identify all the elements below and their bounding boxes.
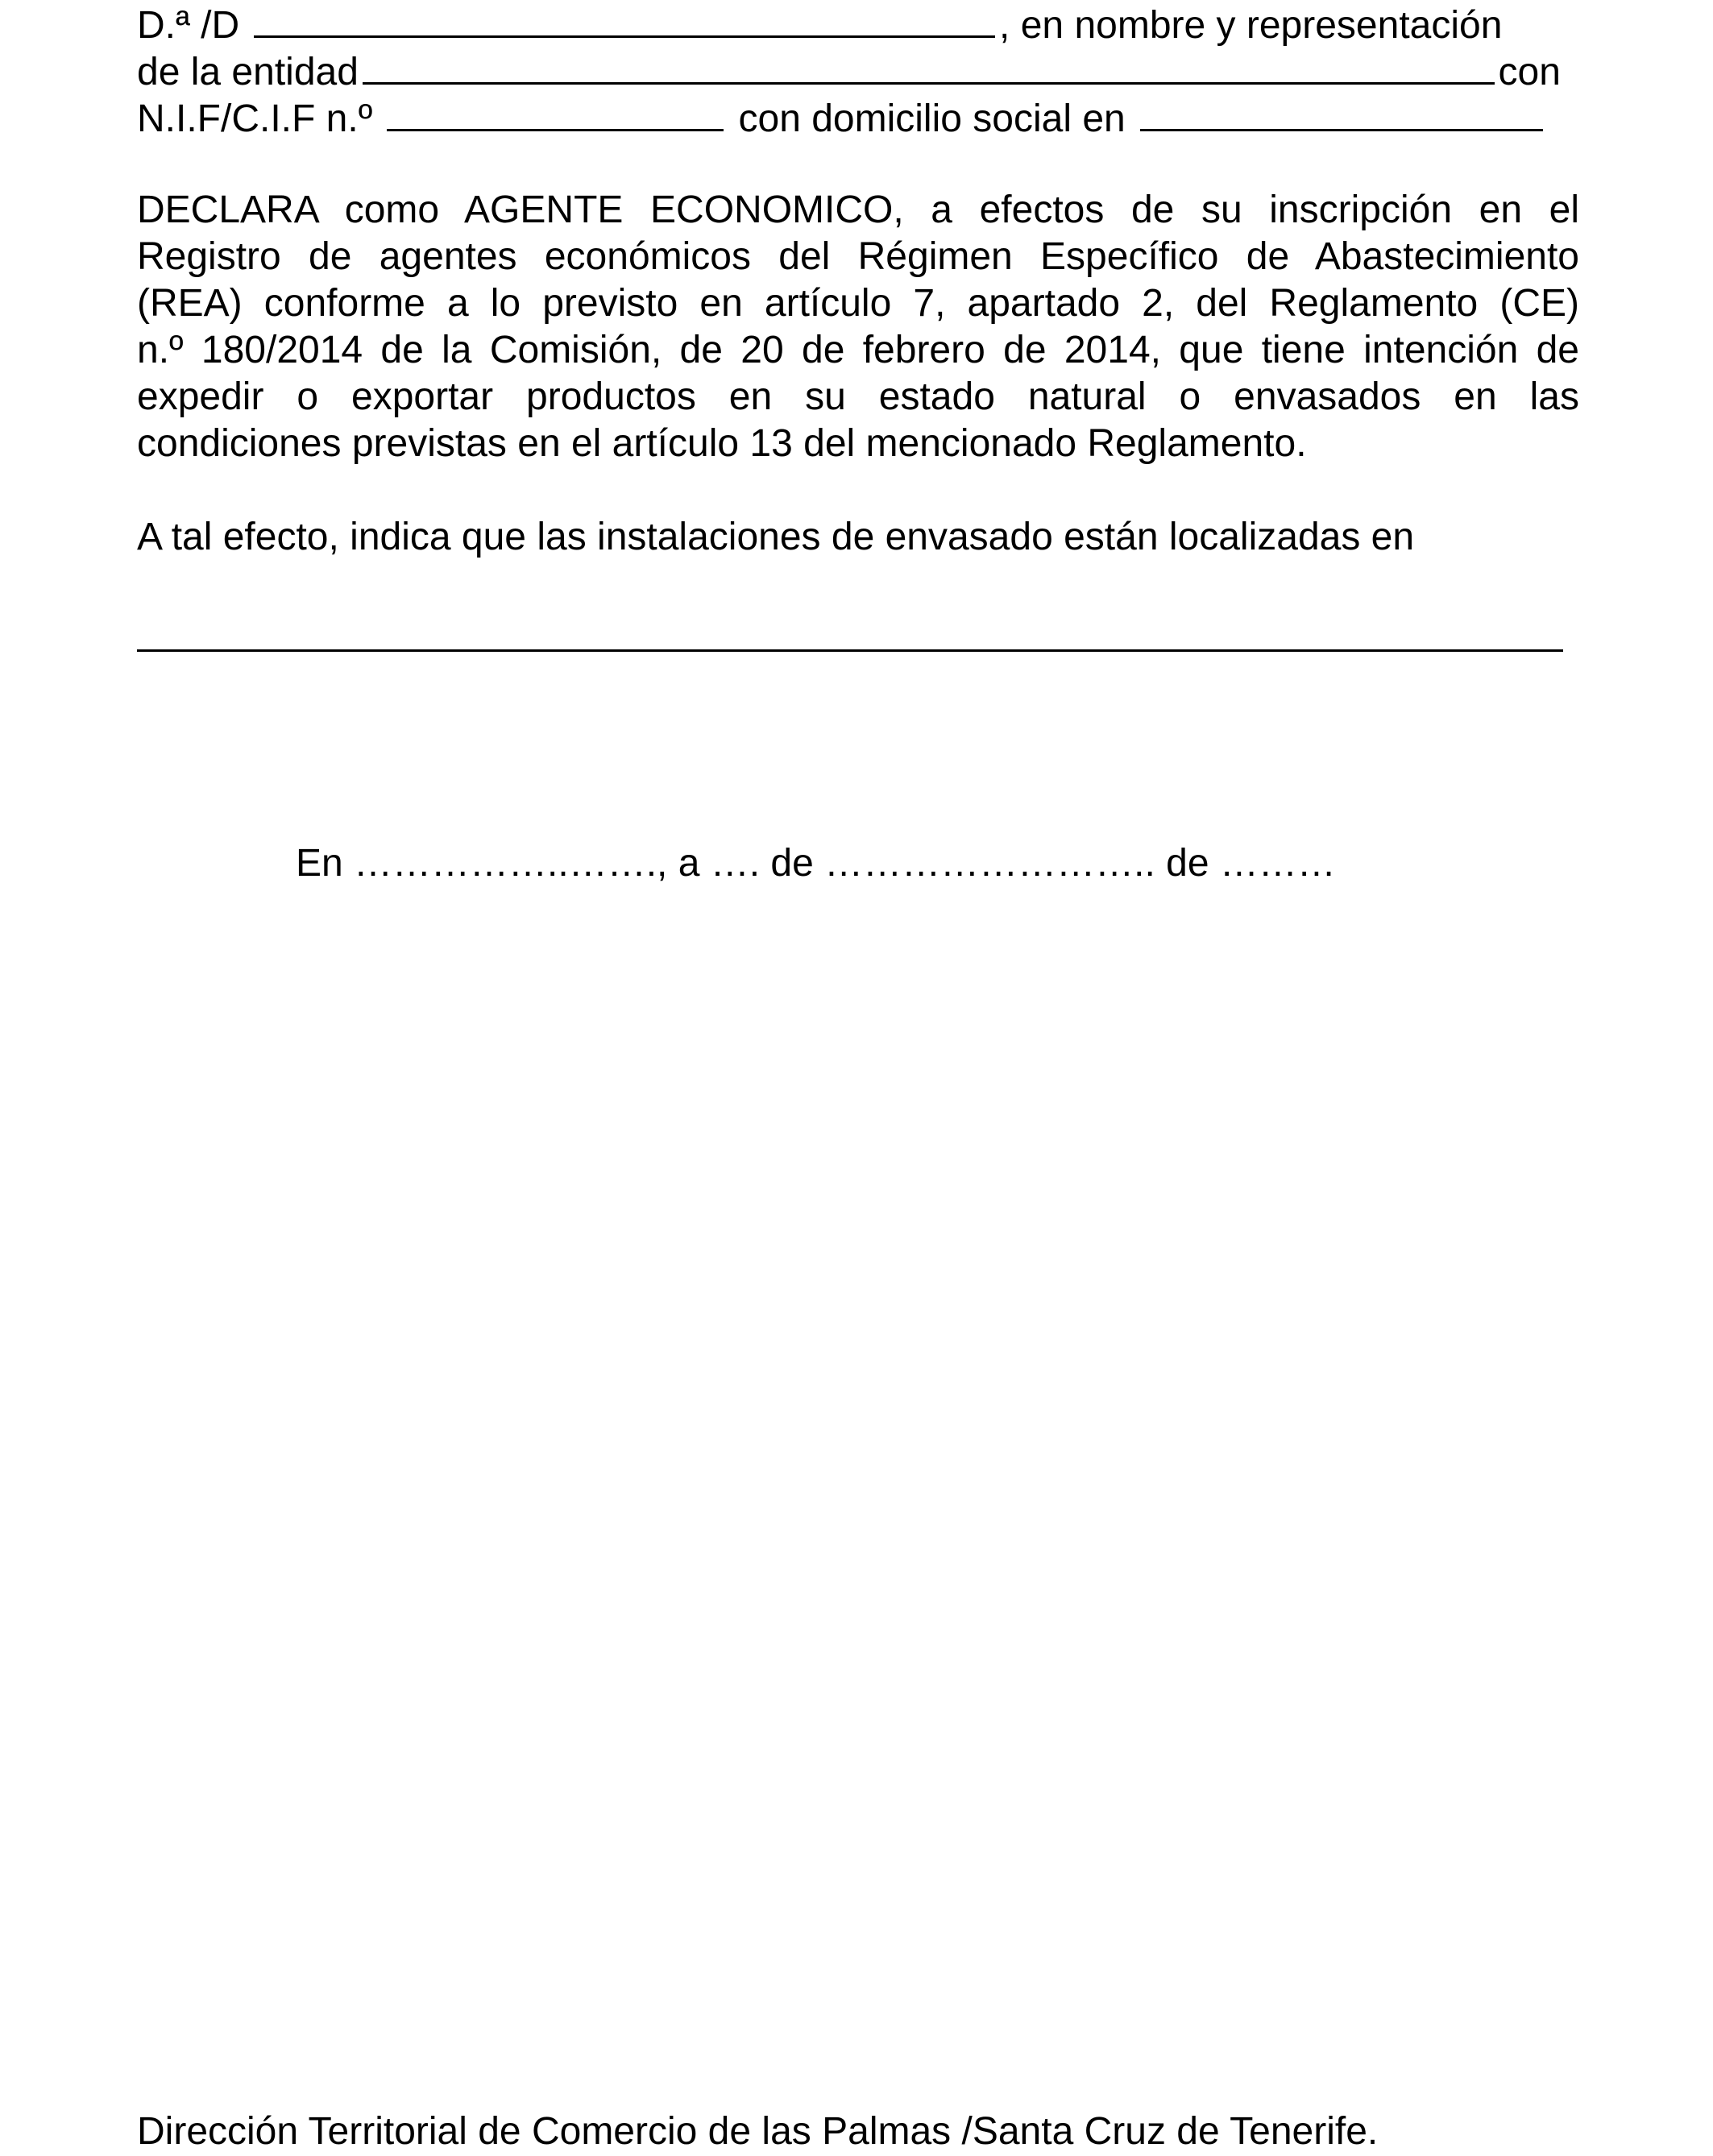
nif-field[interactable]: [387, 93, 724, 131]
representation-label: , en nombre y representación: [999, 4, 1503, 47]
declaration-line: Registro de agentes económicos del Régimen Específico de Abastecimiento: [137, 235, 1579, 278]
declaration-line: DECLARA como AGENTE ECONOMICO, a efectos de su inscripción en el: [137, 189, 1579, 231]
domicile-field[interactable]: [1140, 93, 1543, 131]
nif-label: N.I.F/C.I.F n.º: [137, 97, 373, 140]
domicile-label: con domicilio social en: [738, 97, 1126, 140]
representative-name-field[interactable]: [254, 0, 995, 38]
representative-label: D.ª /D: [137, 4, 240, 47]
con-label: con: [1498, 51, 1561, 93]
declaration-line: expedir o exportar productos en su estado natural o envasados en las: [137, 375, 1579, 418]
declaration-line: (REA) conforme a lo previsto en artículo 7, apartado 2, del Reglamento (CE): [137, 282, 1579, 325]
nif-line: [137, 93, 1579, 143]
entity-label: de la entidad: [137, 51, 359, 93]
declaration-line: condiciones previstas en el artículo 13 del mencionado Reglamento.: [137, 422, 1307, 465]
entity-name-field[interactable]: [363, 47, 1495, 85]
representative-line: [137, 0, 1579, 49]
date-place-line: En ……………..……., a …. de …………………….. de ………: [296, 842, 1336, 885]
declaration-line: n.º 180/2014 de la Comisión, de 20 de febrero de 2014, que tiene intención de: [137, 329, 1579, 371]
footer-text: Dirección Territorial de Comercio de las Palmas /Santa Cruz de Tenerife.: [137, 2110, 1379, 2153]
facilities-location-field[interactable]: [137, 649, 1563, 652]
entity-line: [137, 47, 1579, 96]
facilities-text: A tal efecto, indica que las instalaciones de envasado están localizadas en: [137, 516, 1415, 558]
